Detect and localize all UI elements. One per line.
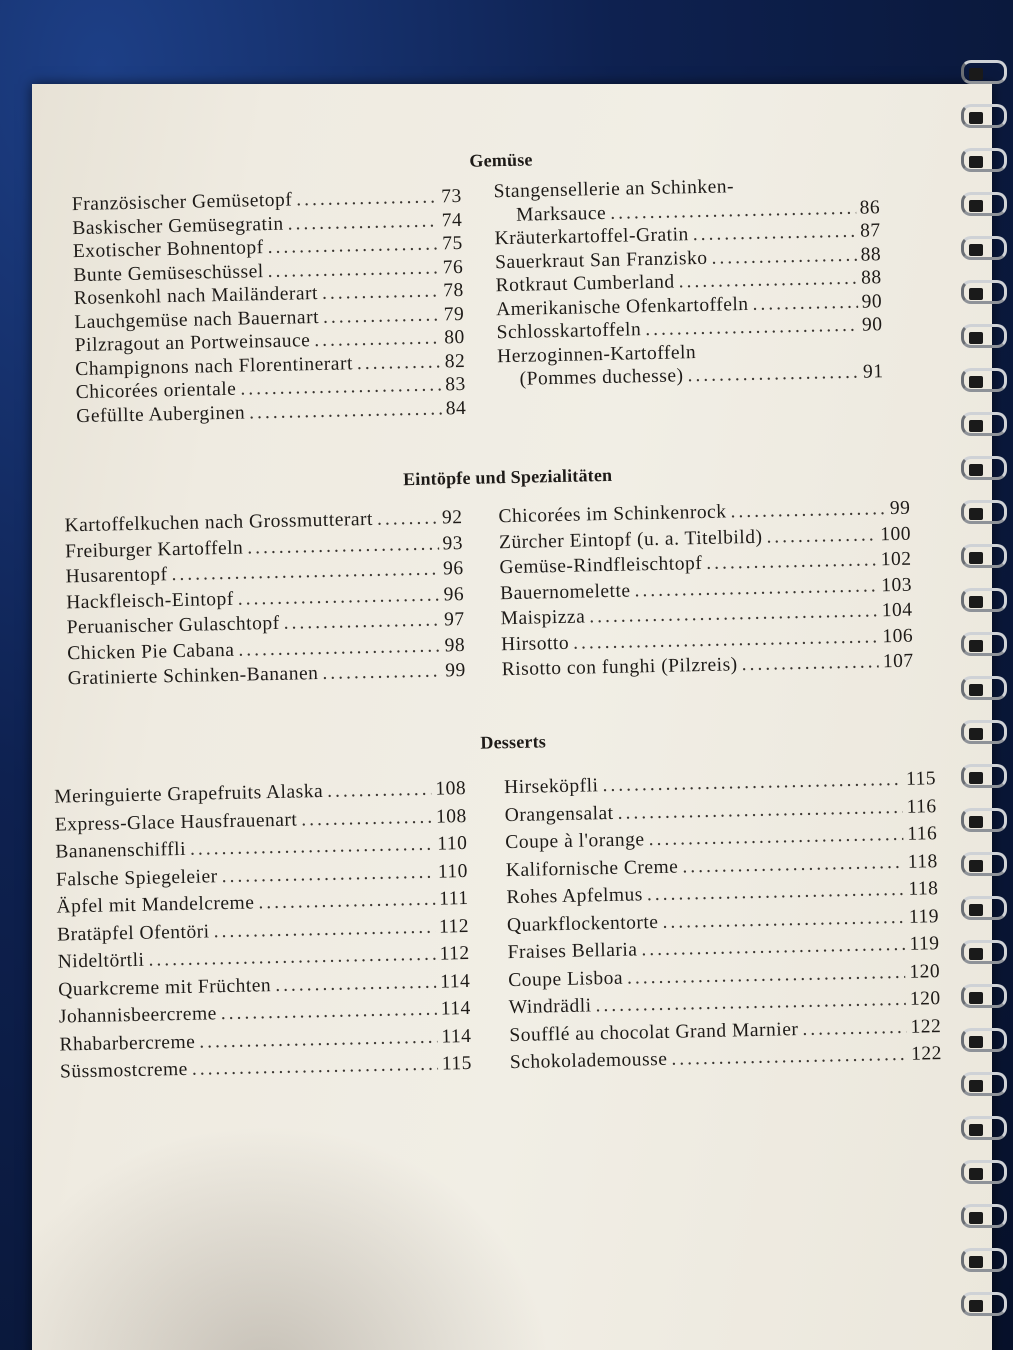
toc-entry-page-number: 92 — [441, 507, 463, 529]
toc-entry-title: Windrädli — [508, 995, 592, 1019]
toc-entry-title-line: Herzoginnen-Kartoffeln — [496, 341, 697, 367]
binding-ring — [961, 720, 1007, 744]
toc-entry-title: Lauchgemüse nach Bauernart — [74, 306, 320, 333]
dot-leader — [323, 303, 440, 329]
toc-entry-page-number: 118 — [908, 878, 939, 900]
binding-ring — [961, 984, 1007, 1008]
toc-entry-title: Amerikanische Ofenkartoffeln — [495, 293, 749, 320]
toc-entry-page-number: 108 — [435, 805, 467, 828]
toc-entry-page-number: 104 — [881, 599, 913, 622]
toc-entry-page-number: 83 — [445, 373, 466, 396]
toc-entry-title: Express-Glace Hausfrauenart — [54, 809, 298, 836]
toc-entry-page-number: 79 — [443, 303, 465, 325]
toc-entry-page-number: 106 — [882, 625, 914, 647]
binding-hole — [969, 684, 983, 696]
toc-entry-title: Kalifornische Creme — [505, 856, 679, 881]
toc-entry-page-number: 90 — [861, 290, 883, 313]
dot-leader — [301, 803, 432, 833]
toc-entry-page-number: 80 — [444, 326, 465, 349]
dot-leader — [730, 496, 886, 525]
toc-entry-title: Rhabarbercreme — [59, 1031, 196, 1056]
toc-entry-title: Pilzragout an Portweinsauce — [74, 330, 311, 357]
toc-entry-page-number: 78 — [443, 279, 464, 302]
toc-entry-title: Rosenkohl nach Mailänderart — [73, 282, 319, 310]
dot-leader — [267, 232, 438, 259]
toc-entry-title: Freiburger Kartoffeln — [64, 537, 244, 562]
toc-entry-page-number: 90 — [861, 314, 883, 336]
toc-entry-title: Marksauce — [515, 202, 607, 226]
toc-entry-page-number: 112 — [438, 915, 470, 938]
binding-ring — [961, 1160, 1007, 1184]
toc-entry-title: Fraises Bellaria — [507, 939, 638, 964]
dot-leader — [766, 522, 876, 550]
binding-ring — [961, 280, 1007, 304]
toc-entry-page-number: 119 — [909, 933, 940, 955]
binding-ring — [961, 1116, 1007, 1140]
section-gemuese-left-column — [72, 185, 467, 428]
dot-leader — [687, 361, 859, 388]
toc-entry-title: Chicorées im Schinkenrock — [498, 501, 727, 528]
toc-entry-page-number: 116 — [906, 795, 937, 818]
binding-ring — [961, 1072, 1007, 1096]
binding-hole — [969, 1300, 983, 1312]
toc-entry-title: Nideltörtli — [57, 949, 145, 973]
dot-leader — [267, 256, 439, 283]
toc-entry-page-number: 88 — [860, 243, 882, 266]
dot-leader — [287, 209, 438, 236]
toc-entry-title: Hirsotto — [500, 632, 570, 655]
binding-hole — [969, 1212, 983, 1224]
dot-leader — [322, 279, 440, 305]
toc-entry-page-number: 122 — [910, 1015, 942, 1038]
dot-leader — [706, 547, 877, 576]
toc-entry-page-number: 110 — [437, 860, 469, 883]
binding-ring — [961, 1292, 1007, 1316]
toc-entry-title: Kartoffelkuchen nach Grossmutterart — [64, 508, 374, 537]
toc-entry-title: Bratäpfel Ofentöri — [56, 920, 210, 946]
toc-entry-title: Quarkcreme mit Früchten — [58, 974, 272, 1001]
dot-leader — [283, 607, 440, 636]
toc-entry-title: Coupe à l'orange — [505, 829, 645, 854]
toc-entry-page-number: 100 — [879, 523, 912, 545]
dot-leader — [258, 886, 435, 917]
toc-entry-page-number: 82 — [444, 350, 466, 372]
toc-entry-title: Schlosskartoffeln — [496, 319, 642, 344]
binding-hole — [969, 728, 983, 740]
dot-leader — [645, 314, 858, 342]
binding-hole — [969, 948, 983, 960]
toc-entry-title: Soufflé au chocolat Grand Marnier — [509, 1018, 799, 1046]
section-desserts-left-column — [54, 775, 472, 1086]
binding-ring — [961, 236, 1007, 260]
binding-ring — [961, 148, 1007, 172]
dot-leader — [192, 1051, 439, 1084]
toc-entry-page-number: 88 — [860, 267, 882, 289]
toc-entry-title: Rohes Apfelmus — [506, 884, 644, 909]
dot-leader — [693, 220, 857, 247]
binding-ring — [961, 412, 1007, 436]
binding-hole — [969, 1036, 983, 1048]
binding-ring — [961, 896, 1007, 920]
toc-entry-page-number: 114 — [440, 997, 472, 1020]
binding-hole — [969, 68, 983, 80]
toc-entry-title: Meringuierte Grapefruits Alaska — [54, 780, 324, 808]
toc-entry-title: Süssmostcreme — [59, 1058, 189, 1083]
toc-entry-page-number: 110 — [437, 832, 468, 855]
toc-entry-title: Risotto con funghi (Pilzreis) — [501, 654, 738, 681]
toc-entry-title: Coupe Lisboa — [507, 967, 624, 991]
toc-entry-page-number: 115 — [905, 768, 937, 790]
toc-entry-title: Französischer Gemüsetopf — [71, 189, 293, 216]
dot-leader — [249, 397, 442, 425]
spiral-binding — [951, 60, 1013, 1350]
toc-entry-page-number: 98 — [444, 634, 466, 656]
toc-entry-page-number: 107 — [882, 650, 914, 673]
toc-entry-page-number: 118 — [907, 850, 939, 873]
binding-hole — [969, 112, 983, 124]
toc-entry-page-number: 114 — [439, 970, 471, 993]
dot-leader — [671, 1041, 907, 1073]
toc-entry-title: Quarkflockentorte — [506, 911, 659, 936]
dot-leader — [802, 1013, 907, 1043]
section-desserts-right-column — [504, 765, 942, 1076]
binding-ring — [961, 588, 1007, 612]
binding-hole — [969, 992, 983, 1004]
section-heading-desserts: Desserts — [480, 731, 547, 753]
binding-ring — [961, 60, 1007, 84]
toc-entry-page-number: 76 — [442, 256, 464, 278]
section-heading-gemuese: Gemüse — [469, 149, 533, 171]
toc-entry-page-number: 97 — [443, 608, 465, 631]
binding-ring — [961, 1248, 1007, 1272]
binding-hole — [969, 508, 983, 520]
toc-entry-title: Hackfleisch-Eintopf — [65, 588, 234, 613]
toc-entry-title: Äpfel mit Mandelcreme — [56, 892, 255, 918]
binding-ring — [961, 104, 1007, 128]
dot-leader — [357, 350, 441, 375]
toc-entry-title: (Pommes duchesse) — [519, 365, 684, 390]
toc-entry-title: Champignons nach Florentinerart — [75, 352, 354, 380]
section-eintoepfe-right-column — [498, 496, 914, 683]
toc-entry-page-number: 108 — [435, 777, 467, 800]
toc-entry-title: Chicorées orientale — [75, 378, 237, 404]
toc-entry-page-number: 93 — [442, 532, 464, 554]
toc-entry-page-number: 112 — [439, 942, 470, 965]
toc-entry-page-number: 91 — [862, 361, 884, 383]
dot-leader — [377, 506, 439, 533]
toc-entry-title-line: Stangensellerie an Schinken- — [493, 176, 735, 203]
binding-ring — [961, 808, 1007, 832]
binding-hole — [969, 376, 983, 388]
toc-entry-title: Peruanischer Gulaschtopf — [66, 612, 280, 639]
dot-leader — [752, 290, 858, 316]
toc-entry-page-number: 114 — [441, 1025, 472, 1048]
dot-leader — [327, 776, 432, 806]
toc-entry-page-number: 96 — [443, 583, 465, 605]
toc-entry-page-number: 84 — [445, 397, 467, 419]
binding-ring — [961, 544, 1007, 568]
book-page — [32, 84, 992, 1350]
binding-ring — [961, 324, 1007, 348]
section-heading-eintoepfe: Eintöpfe und Spezialitäten — [402, 464, 613, 490]
binding-hole — [969, 772, 983, 784]
toc-entry-title: Gemüse-Rindfleischtopf — [499, 552, 703, 579]
dot-leader — [314, 326, 440, 352]
toc-entry-page-number: 96 — [442, 557, 464, 580]
binding-hole — [969, 244, 983, 256]
toc-entry-title: Husarentopf — [65, 564, 168, 588]
binding-ring — [961, 764, 1007, 788]
binding-hole — [969, 420, 983, 432]
binding-ring — [961, 852, 1007, 876]
binding-ring — [961, 676, 1007, 700]
binding-hole — [969, 1080, 983, 1092]
binding-ring — [961, 940, 1007, 964]
binding-hole — [969, 552, 983, 564]
toc-entry-page-number: 99 — [444, 659, 466, 682]
toc-entry-page-number: 119 — [908, 905, 940, 928]
dot-leader — [296, 185, 437, 211]
dot-leader — [275, 968, 437, 999]
toc-entry-page-number: 99 — [889, 497, 911, 520]
binding-ring — [961, 368, 1007, 392]
dot-leader — [741, 649, 879, 677]
toc-entry-title: Kräuterkartoffel-Gratin — [494, 224, 689, 250]
toc-entry-page-number: 116 — [906, 823, 938, 845]
binding-ring — [961, 500, 1007, 524]
binding-hole — [969, 464, 983, 476]
toc-entry-page-number: 86 — [859, 196, 881, 219]
toc-entry-page-number: 87 — [859, 220, 881, 242]
toc-entry-page-number: 111 — [438, 887, 469, 910]
toc-entry-page-number: 74 — [441, 209, 463, 231]
toc-entry-title: Hirseköpfli — [503, 775, 599, 799]
toc-entry-title: Bauernomelette — [499, 579, 631, 604]
table-of-contents — [20, 74, 1007, 1350]
binding-hole — [969, 332, 983, 344]
toc-entry-title: Maispizza — [500, 606, 586, 630]
toc-entry-title: Zürcher Eintopf (u. a. Titelbild) — [498, 526, 763, 553]
section-gemuese-right-column — [493, 172, 883, 392]
toc-entry-title: Schokolademousse — [509, 1048, 668, 1074]
toc-entry-title: Orangensalat — [504, 802, 614, 826]
toc-entry-page-number: 120 — [909, 960, 941, 983]
binding-hole — [969, 1124, 983, 1136]
binding-ring — [961, 1204, 1007, 1228]
dot-leader — [711, 243, 857, 270]
binding-hole — [969, 596, 983, 608]
toc-entry-title: Rotkraut Cumberland — [495, 271, 675, 297]
toc-entry-title: Exotischer Bohnentopf — [72, 237, 264, 263]
toc-entry-title: Bananenschiffli — [55, 838, 187, 863]
toc-entry-title: Gefüllte Auberginen — [76, 402, 246, 427]
binding-hole — [969, 200, 983, 212]
toc-entry-page-number: 75 — [442, 232, 463, 255]
toc-entry-title: Chicken Pie Cabana — [67, 639, 235, 664]
toc-entry-page-number: 115 — [441, 1052, 473, 1075]
binding-ring — [961, 456, 1007, 480]
section-eintoepfe-left-column — [64, 505, 466, 692]
binding-ring — [961, 192, 1007, 216]
dot-leader — [322, 658, 441, 686]
toc-entry-page-number: 102 — [880, 548, 912, 571]
binding-ring — [961, 632, 1007, 656]
binding-hole — [969, 860, 983, 872]
toc-entry-title: Johannisbeercreme — [58, 1003, 217, 1028]
binding-hole — [969, 904, 983, 916]
toc-entry-page-number: 73 — [441, 185, 462, 208]
toc-entry-title: Baskischer Gemüsegratin — [72, 213, 284, 239]
binding-hole — [969, 1168, 983, 1180]
dot-leader — [247, 531, 439, 561]
binding-hole — [969, 156, 983, 168]
binding-hole — [969, 288, 983, 300]
toc-entry-page-number: 120 — [909, 988, 941, 1010]
toc-entry-title: Falsche Spiegeleier — [55, 865, 218, 891]
binding-hole — [969, 816, 983, 828]
binding-hole — [969, 1256, 983, 1268]
toc-entry-title: Gratinierte Schinken-Bananen — [67, 663, 319, 690]
toc-entry-title: Bunte Gemüseschüssel — [73, 260, 264, 286]
toc-entry-title: Sauerkraut San Franzisko — [494, 247, 708, 273]
binding-ring — [961, 1028, 1007, 1052]
toc-entry-page-number: 122 — [910, 1043, 943, 1065]
toc-entry-page-number: 103 — [881, 574, 913, 596]
binding-hole — [969, 640, 983, 652]
